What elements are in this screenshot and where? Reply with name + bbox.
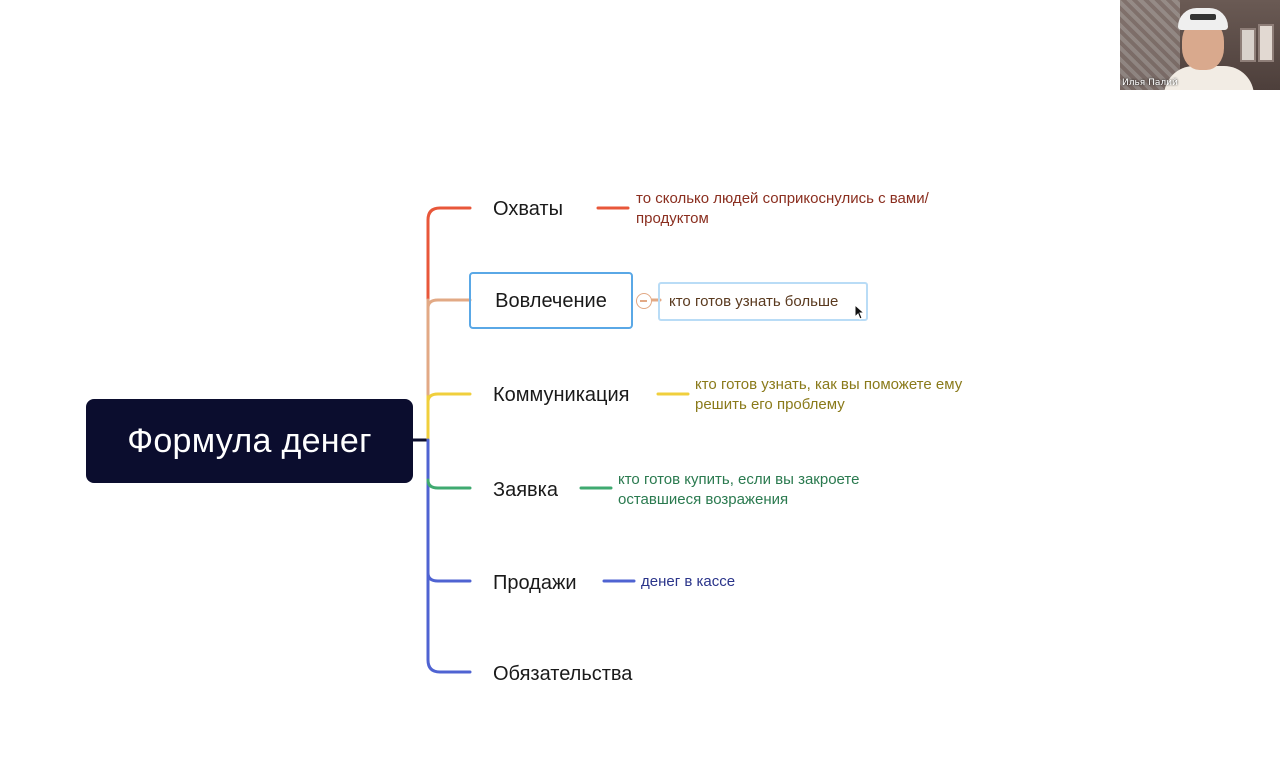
branch-connector [428, 300, 470, 308]
desc-sales-line-1: денег в кассе [641, 573, 736, 590]
topic-sales[interactable] [493, 571, 577, 595]
branch-connector [428, 394, 470, 402]
desc-reach-line-1: то сколько людей соприкоснулись с вами/ [636, 190, 929, 207]
desc-sales[interactable] [641, 572, 735, 592]
desc-application[interactable] [618, 470, 859, 510]
webcam-picture-frame [1258, 24, 1274, 62]
topic-engagement[interactable] [469, 272, 633, 329]
topic-reach-label: Охваты [493, 198, 563, 220]
root-node-label: Формула денег [127, 421, 372, 460]
topic-obligations[interactable] [493, 662, 632, 686]
webcam-thumbnail[interactable] [1120, 0, 1280, 90]
branch-connector [428, 480, 470, 488]
topic-application-label: Заявка [493, 479, 558, 501]
desc-communication-line-2: решить его проблему [695, 396, 845, 413]
spine-lower [428, 440, 470, 672]
webcam-cap-logo [1190, 14, 1216, 20]
root-node[interactable] [86, 399, 413, 483]
topic-reach[interactable] [493, 197, 563, 221]
desc-application-line-2: оставшиеся возражения [618, 491, 789, 508]
topic-application[interactable] [493, 478, 558, 502]
topic-communication[interactable] [493, 383, 629, 407]
webcam-participant-name: Илья Палий [1122, 78, 1178, 88]
topic-engagement-label: Вовлечение [495, 289, 607, 312]
desc-reach-line-2: продуктом [636, 210, 709, 227]
collapse-minus-icon[interactable] [636, 293, 652, 309]
branch-connector [428, 573, 470, 581]
desc-communication-line-1: кто готов узнать, как вы поможете ему [695, 376, 963, 393]
desc-engagement[interactable] [658, 282, 868, 321]
desc-reach[interactable] [636, 189, 929, 229]
topic-sales-label: Продажи [493, 572, 577, 594]
webcam-picture-frame [1240, 28, 1256, 62]
desc-communication[interactable] [695, 375, 962, 415]
spine-upper [428, 208, 470, 440]
desc-engagement-line-1: кто готов узнать больше [669, 292, 839, 310]
desc-application-line-1: кто готов купить, если вы закроете [618, 471, 860, 488]
topic-obligations-label: Обязательства [493, 663, 633, 685]
topic-communication-label: Коммуникация [493, 384, 630, 406]
mouse-cursor-icon [854, 304, 866, 320]
